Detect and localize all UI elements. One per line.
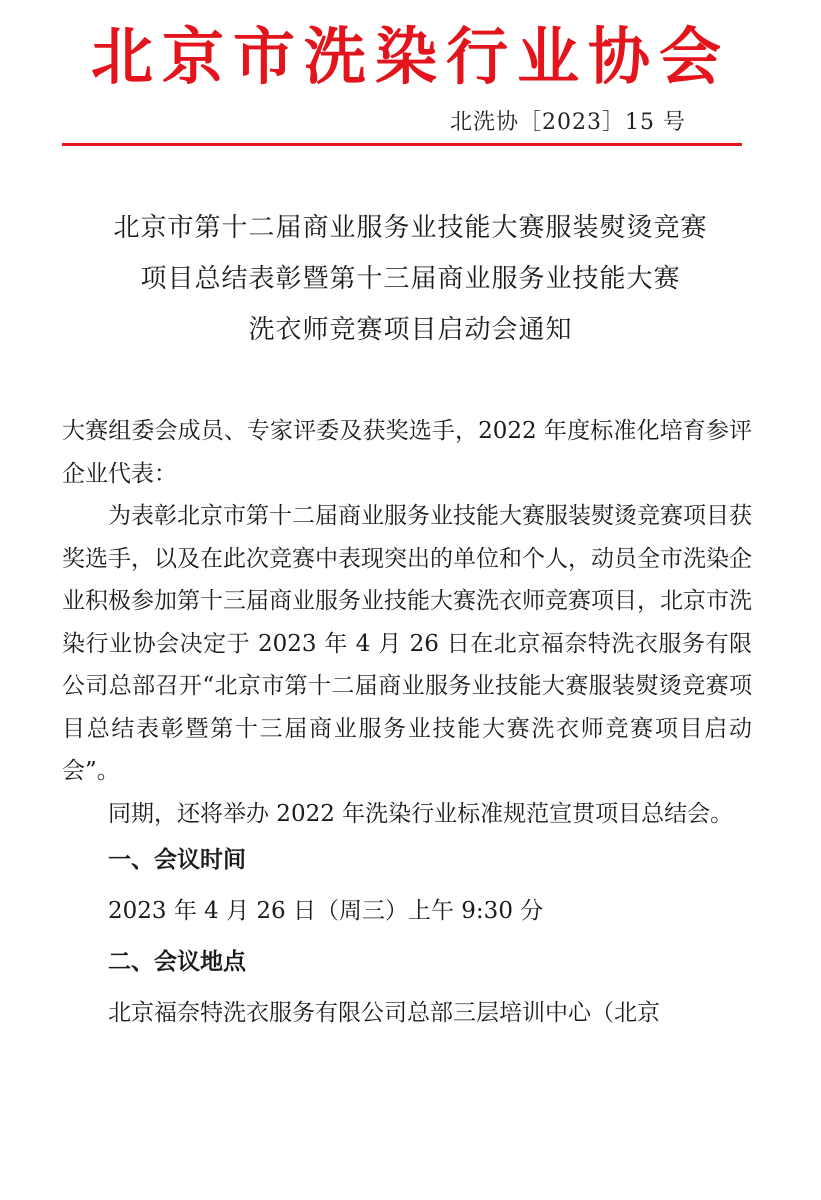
paragraph-concurrent-event: 同期，还将举办 2022 年洗染行业标准规范宣贯项目总结会。 [108,800,734,827]
document-number: 北洗协［2023］15 号 [450,110,686,135]
document-title [40,203,781,356]
organization-masthead: 北京市洗染行业协会 [90,20,730,93]
section-heading-meeting-venue: 二、会议地点 [108,949,246,975]
document-body [62,410,752,1039]
section-heading-meeting-time: 一、会议时间 [108,847,246,873]
meeting-venue-text: 北京福奈特洗衣服务有限公司总部三层培训中心（北京 [108,1000,660,1026]
salutation: 大赛组委会成员、专家评委及获奖选手，2022 年度标准化培育参评企业代表： [62,418,752,487]
meeting-time-text: 2023 年 4 月 26 日（周三）上午 9:30 分 [108,898,544,924]
red-divider-line [62,143,742,146]
title-line-1: 北京市第十二届商业服务业技能大赛服装熨烫竞赛 [113,213,708,243]
title-line-2: 项目总结表彰暨第十三届商业服务业技能大赛 [140,264,681,294]
paragraph-commendation: 为表彰北京市第十二届商业服务业技能大赛服装熨烫竞赛项目获奖选手，以及在此次竞赛中表现突出的单位和个人，动员全市洗染企业积极参加第十三届商业服务业技能大赛洗衣师竞赛项目，北京市洗染行业协会决定于 2023 年 4 月 26 日在北京福奈特洗衣服务有限公司总部召开“北京市第十二届商业服务业技能大赛服装熨烫竞赛项目总结表彰暨第十三届商业服务业技能大赛洗衣师竞赛项目启动会”。 [62,503,752,784]
title-line-3: 洗衣师竞赛项目启动会通知 [248,315,573,345]
